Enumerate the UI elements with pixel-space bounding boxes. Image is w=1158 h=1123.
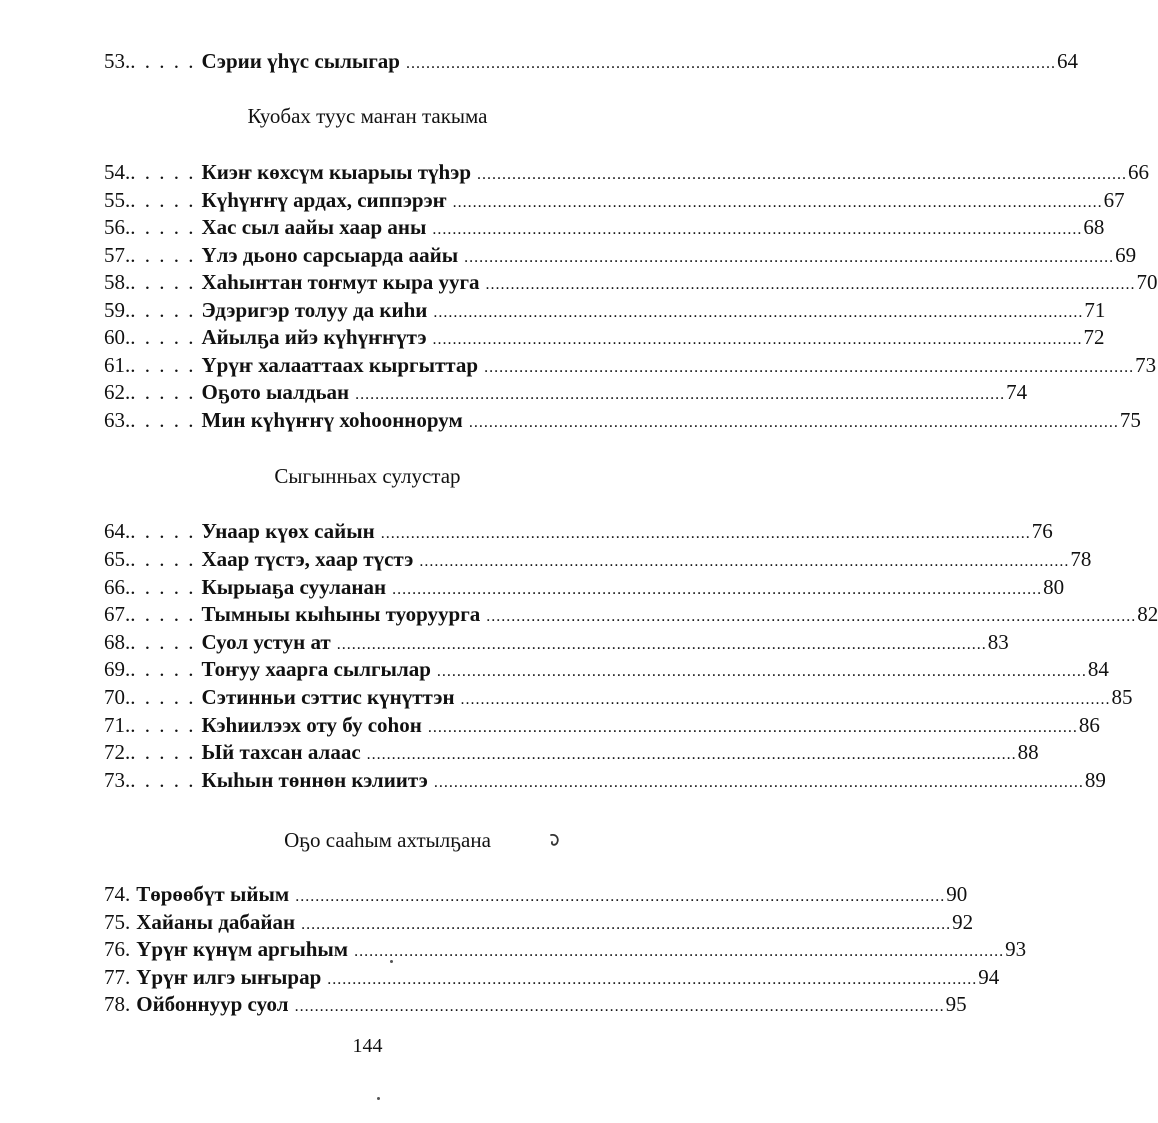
entry-number: 65. bbox=[104, 547, 131, 571]
entry-number: 57. bbox=[104, 243, 131, 267]
entry-leader: . . . . . bbox=[130, 188, 196, 212]
entry-leader: . . . . . bbox=[130, 630, 196, 654]
entry-title: Кэһиилээх оту бу соһон bbox=[201, 713, 422, 737]
entry-title: Сэтинньи сэттис күнүттэн bbox=[201, 685, 455, 709]
dot-leader: .................................................................................................................................. bbox=[295, 888, 946, 905]
toc-entry bbox=[104, 158, 1149, 186]
dot-leader: .................................................................................................................................. bbox=[433, 304, 1084, 321]
entry-title: Үрүҥ күнүм аргыһым bbox=[136, 937, 349, 961]
toc-entry bbox=[104, 241, 1137, 269]
entry-page: 78 bbox=[1070, 547, 1092, 571]
entry-number: 76. bbox=[104, 937, 131, 961]
entry-number: 61. bbox=[104, 353, 131, 377]
toc-entry bbox=[104, 378, 1028, 406]
entry-number: 60. bbox=[104, 325, 131, 349]
entry-title: Суол устун ат bbox=[201, 630, 331, 654]
entry-page: 88 bbox=[1017, 740, 1039, 764]
entry-number: 69. bbox=[104, 657, 131, 681]
entry-page: 72 bbox=[1083, 325, 1105, 349]
toc-entry bbox=[104, 406, 1141, 434]
entry-leader: . . . . . bbox=[130, 519, 196, 543]
entry-leader: . . . . . bbox=[130, 325, 196, 349]
entry-leader: . . . . . bbox=[130, 49, 196, 73]
entry-title: Үрүҥ халааттаах кыргыттар bbox=[201, 353, 479, 377]
entry-number: 74. bbox=[104, 882, 131, 906]
entry-title: Ойбоннуур суол bbox=[136, 992, 289, 1016]
dot-leader: .................................................................................................................................. bbox=[354, 943, 1005, 960]
entry-page: 89 bbox=[1084, 768, 1106, 792]
entry-leader: . . . . . bbox=[130, 380, 196, 404]
entry-number: 66. bbox=[104, 575, 131, 599]
toc-entry bbox=[104, 545, 1092, 573]
entry-title: Тымныы кыһыны туоруурга bbox=[201, 602, 481, 626]
entry-page: 93 bbox=[1005, 937, 1027, 961]
toc-entry bbox=[104, 963, 1000, 991]
dot-leader: .................................................................................................................................. bbox=[427, 719, 1078, 736]
page-number: 144 bbox=[352, 1035, 383, 1057]
entry-title: Үлэ дьоно сарсыарда аайы bbox=[201, 243, 459, 267]
entry-title: Күһүҥҥү ардах, сиппэрэҥ bbox=[201, 188, 447, 212]
entry-page: 68 bbox=[1083, 215, 1105, 239]
entry-page: 80 bbox=[1043, 575, 1065, 599]
entry-page: 82 bbox=[1137, 602, 1158, 626]
entry-leader: . . . . . bbox=[130, 243, 196, 267]
entry-page: 70 bbox=[1136, 270, 1158, 294]
entry-leader: . . . . . bbox=[130, 270, 196, 294]
entry-page: 94 bbox=[978, 965, 1000, 989]
entry-page: 84 bbox=[1087, 657, 1109, 681]
entry-page: 74 bbox=[1006, 380, 1028, 404]
toc-entry bbox=[104, 47, 1078, 75]
entry-page: 75 bbox=[1119, 408, 1141, 432]
toc-entry bbox=[104, 880, 968, 908]
entry-leader: . . . . . bbox=[130, 547, 196, 571]
entry-leader: . . . . . bbox=[130, 160, 196, 184]
entry-number: 70. bbox=[104, 685, 131, 709]
crescent-mark-icon bbox=[548, 833, 560, 847]
entry-title: Тоҥуу хаарга сылгылар bbox=[201, 657, 431, 681]
entry-leader: . . . . . bbox=[130, 353, 196, 377]
toc-entry bbox=[104, 990, 967, 1018]
toc-entry bbox=[104, 323, 1105, 351]
dot-leader: .................................................................................................................................. bbox=[380, 525, 1031, 542]
entry-number: 63. bbox=[104, 408, 131, 432]
entry-title: Ый тахсан алаас bbox=[201, 740, 361, 764]
entry-page: 67 bbox=[1103, 188, 1125, 212]
entry-number: 72. bbox=[104, 740, 131, 764]
dot-leader: .................................................................................................................................. bbox=[486, 608, 1137, 625]
entry-number: 56. bbox=[104, 215, 131, 239]
dot-leader: .................................................................................................................................. bbox=[406, 55, 1056, 72]
toc-entry bbox=[104, 268, 1158, 296]
entry-page: 83 bbox=[987, 630, 1009, 654]
toc-entry bbox=[104, 186, 1125, 214]
entry-leader: . . . . . bbox=[130, 298, 196, 322]
entry-page: 71 bbox=[1084, 298, 1106, 322]
entry-leader: . . . . . bbox=[130, 657, 196, 681]
entry-leader: . . . . . bbox=[130, 768, 196, 792]
entry-title: Кыһын төннөн кэлиитэ bbox=[201, 768, 428, 792]
toc-entry bbox=[104, 655, 1109, 683]
entry-title: Унаар күөх сайын bbox=[201, 519, 375, 543]
entry-leader: . . . . . bbox=[130, 602, 196, 626]
toc-entry bbox=[104, 573, 1065, 601]
entry-leader: . . . . . bbox=[130, 685, 196, 709]
entry-number: 58. bbox=[104, 270, 131, 294]
entry-page: 66 bbox=[1128, 160, 1149, 184]
entry-title: Төрөөбүт ыйым bbox=[136, 882, 290, 906]
entry-title: Хас сыл аайы хаар аны bbox=[201, 215, 427, 239]
toc-entry bbox=[104, 711, 1100, 739]
entry-number: 67. bbox=[104, 602, 131, 626]
entry-title: Киэҥ көхсүм кыарыы түһэр bbox=[201, 160, 471, 184]
entry-number: 78. bbox=[104, 992, 131, 1016]
dot-leader: .................................................................................................................................. bbox=[392, 581, 1043, 598]
entry-title: Айылҕа ийэ күһүҥҥүтэ bbox=[201, 325, 427, 349]
toc-entry bbox=[104, 351, 1157, 379]
entry-title: Хаһыҥтан тоҥмут кыра ууга bbox=[201, 270, 480, 294]
dot-leader: .................................................................................................................................. bbox=[460, 691, 1111, 708]
print-speck bbox=[390, 960, 393, 963]
entry-number: 55. bbox=[104, 188, 131, 212]
toc-entry bbox=[104, 517, 1053, 545]
entry-number: 73. bbox=[104, 768, 131, 792]
entry-page: 73 bbox=[1135, 353, 1157, 377]
toc-entry bbox=[104, 600, 1158, 628]
entry-title: Мин күһүҥҥү хоһооннорум bbox=[201, 408, 463, 432]
entry-page: 92 bbox=[952, 910, 974, 934]
toc-entry bbox=[104, 908, 974, 936]
dot-leader: .................................................................................................................................. bbox=[468, 414, 1119, 431]
section-heading: Оҕо сааһым ахтылҕана bbox=[284, 828, 491, 852]
entry-title: Хайаны дабайан bbox=[136, 910, 296, 934]
dot-leader: .................................................................................................................................. bbox=[484, 359, 1135, 376]
toc-entry bbox=[104, 766, 1106, 794]
entry-leader: . . . . . bbox=[130, 215, 196, 239]
dot-leader: .................................................................................................................................. bbox=[452, 194, 1103, 211]
entry-leader: . . . . . bbox=[130, 713, 196, 737]
entry-number: 53. bbox=[104, 49, 131, 73]
toc-entry bbox=[104, 296, 1106, 324]
entry-number: 59. bbox=[104, 298, 131, 322]
entry-leader: . . . . . bbox=[130, 408, 196, 432]
toc-entry bbox=[104, 935, 1027, 963]
dot-leader: .................................................................................................................................. bbox=[327, 971, 978, 988]
toc-entry bbox=[104, 628, 1009, 656]
dot-leader: .................................................................................................................................. bbox=[336, 636, 987, 653]
entry-number: 54. bbox=[104, 160, 131, 184]
section-heading: Сыгынньах сулустар bbox=[274, 464, 461, 488]
dot-leader: .................................................................................................................................. bbox=[477, 166, 1127, 183]
entry-page: 64 bbox=[1057, 49, 1078, 73]
toc-entry bbox=[104, 213, 1105, 241]
dot-leader: .................................................................................................................................. bbox=[355, 386, 1006, 403]
print-speck bbox=[377, 1097, 380, 1100]
entry-page: 85 bbox=[1111, 685, 1133, 709]
entry-number: 68. bbox=[104, 630, 131, 654]
section-heading: Куобах туус маҥан такыма bbox=[247, 104, 488, 128]
dot-leader: .................................................................................................................................. bbox=[301, 916, 952, 933]
dot-leader: .................................................................................................................................. bbox=[464, 249, 1115, 266]
dot-leader: .................................................................................................................................. bbox=[366, 746, 1017, 763]
entry-title: Хаар түстэ, хаар түстэ bbox=[201, 547, 414, 571]
entry-leader: . . . . . bbox=[130, 740, 196, 764]
entry-page: 95 bbox=[945, 992, 967, 1016]
entry-page: 69 bbox=[1115, 243, 1137, 267]
entry-title: Эдэригэр толуу да киһи bbox=[201, 298, 428, 322]
dot-leader: .................................................................................................................................. bbox=[294, 998, 945, 1015]
entry-title: Кырыаҕа сууланан bbox=[201, 575, 387, 599]
entry-number: 75. bbox=[104, 910, 131, 934]
dot-leader: .................................................................................................................................. bbox=[433, 774, 1084, 791]
entry-page: 76 bbox=[1031, 519, 1053, 543]
entry-title: Сэрии үһүс сылыгар bbox=[201, 49, 400, 73]
entry-number: 71. bbox=[104, 713, 131, 737]
toc-entry bbox=[104, 738, 1039, 766]
dot-leader: .................................................................................................................................. bbox=[432, 331, 1083, 348]
entry-leader: . . . . . bbox=[130, 575, 196, 599]
entry-number: 77. bbox=[104, 965, 131, 989]
entry-title: Үрүҥ илгэ ыҥырар bbox=[136, 965, 322, 989]
entry-number: 64. bbox=[104, 519, 131, 543]
toc-entry bbox=[104, 683, 1133, 711]
dot-leader: .................................................................................................................................. bbox=[419, 553, 1070, 570]
entry-page: 86 bbox=[1078, 713, 1100, 737]
entry-title: Оҕото ыалдьан bbox=[201, 380, 350, 404]
entry-number: 62. bbox=[104, 380, 131, 404]
dot-leader: .................................................................................................................................. bbox=[485, 276, 1136, 293]
entry-page: 90 bbox=[946, 882, 968, 906]
dot-leader: .................................................................................................................................. bbox=[436, 663, 1087, 680]
dot-leader: .................................................................................................................................. bbox=[432, 221, 1083, 238]
